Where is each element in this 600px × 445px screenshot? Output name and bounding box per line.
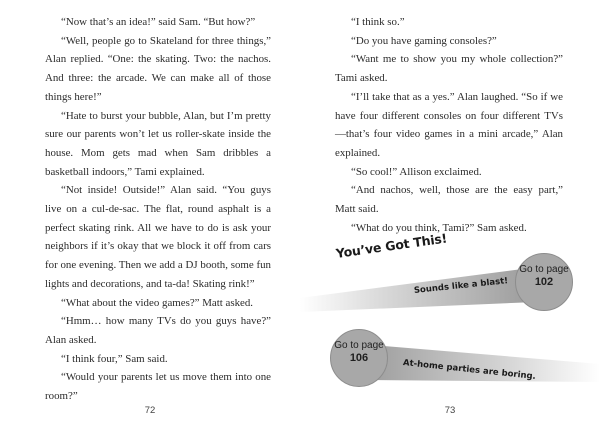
goto-page-number: 102: [534, 276, 554, 288]
paragraph: “Would your parents let us move them into one room?”: [45, 371, 271, 403]
paragraph: “Do you have gaming consoles?”: [351, 34, 497, 47]
paragraph: “I think so.”: [351, 16, 405, 28]
goto-page-102-button[interactable]: [515, 253, 573, 311]
left-text-column: [45, 13, 271, 406]
paragraph: “I’ll take that as a yes.” Alan laughed. “So if we have four different consoles on four different TVs—that’s four video games in a mini arcade,” Alan explained.: [335, 90, 563, 159]
paragraph: “Want me to show you my whole collection?” Tami asked.: [335, 53, 563, 85]
paragraph: “Hate to burst your bubble, Alan, but I’m pretty sure our parents won’t let us roller-skate inside the house. Mom gets mad when Sam dribbles a basketball indoors,” Tami explained.: [45, 109, 271, 178]
page-number: 73: [444, 405, 456, 416]
page-number: 72: [144, 405, 156, 416]
paragraph: “And nachos, well, those are the easy part,” Matt said.: [335, 184, 563, 216]
right-text-column: [335, 13, 563, 237]
choice-title: You’ve Got This!: [334, 230, 448, 261]
goto-label: Go to page: [334, 340, 384, 351]
paragraph: “What about the video games?” Matt asked.: [61, 296, 254, 309]
paragraph: “I think four,” Sam said.: [61, 352, 168, 365]
paragraph: “Not inside! Outside!” Alan said. “You guys live on a cul-de-sac. The flat, round asphalt is a perfect skating rink. All we have to do is ask your neighbors if it’s okay that we block it off from cars for one evening. Then we add a DJ booth, some fun lights and decorations, and ta-da! Skating rink!”: [45, 184, 271, 290]
paragraph: “Well, people go to Skateland for three things,” Alan replied. “One: the skating. Two: the nachos. And three: the arcade. We can make all of those things here!”: [45, 34, 271, 103]
right-page: [300, 0, 600, 445]
goto-label: Go to page: [519, 264, 569, 275]
choice-1-label: Sounds like a blast!: [413, 276, 509, 296]
paragraph: “What do you think, Tami?” Sam asked.: [351, 221, 527, 234]
choice-2-label: At-home parties are boring.: [402, 358, 537, 382]
goto-page-106-button[interactable]: [330, 329, 388, 387]
goto-page-number: 106: [349, 352, 369, 364]
paragraph: “Now that’s an idea!” said Sam. “But how?”: [61, 16, 256, 28]
paragraph: “So cool!” Allison exclaimed.: [351, 165, 482, 178]
paragraph: “Hmm… how many TVs do you guys have?” Alan asked.: [45, 315, 271, 346]
